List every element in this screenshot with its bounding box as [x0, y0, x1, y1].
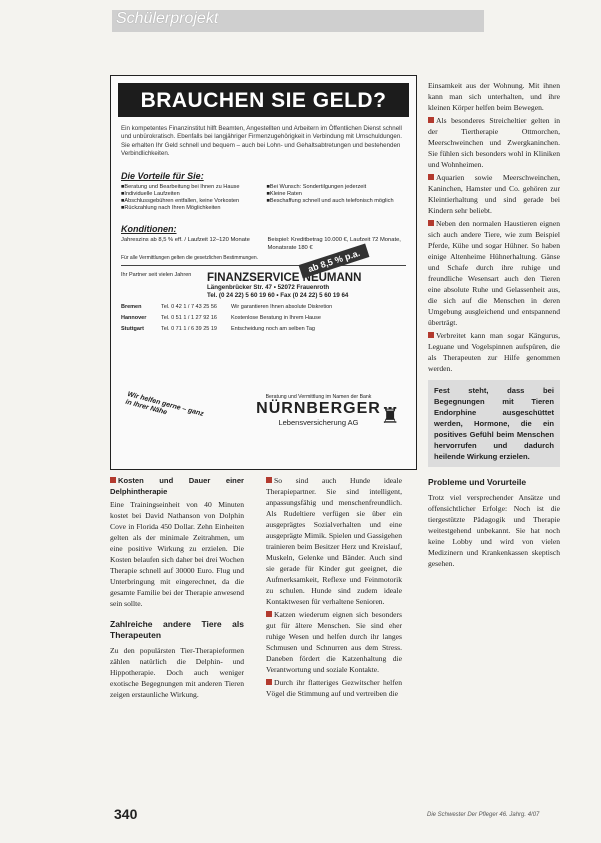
square-bullet-icon — [428, 117, 434, 123]
ad-condition-left: Jahreszins ab 8,5 % eff. / Laufzeit 12–120 Monate — [121, 237, 250, 244]
office-phone: Tel. 0 51 1 / 1 27 92 16 — [161, 315, 217, 322]
office-item — [121, 304, 406, 311]
ad-conditions-title: Konditionen: — [121, 224, 177, 235]
col2-paragraph-3: Durch ihr flatteriges Gezwitscher helfen Vögel die Stimmung auf und vertreiben die — [266, 678, 402, 698]
col1-subheading: Zahlreiche andere Tiere als Therapeuten — [110, 619, 244, 640]
castle-icon: ♜ — [380, 403, 400, 428]
square-bullet-icon — [428, 174, 434, 180]
ad-stamp: Wir helfen gerne – ganz in Ihrer Nähe — [124, 390, 205, 419]
footer-source: Die Schwester Der Pfleger 46. Jahrg. 4/07 — [427, 812, 540, 818]
office-info: Entscheidung noch am selben Tag — [231, 325, 315, 332]
ad-advantage-item: ■ Beratung und Bearbeitung bei Ihnen zu Hause — [121, 184, 261, 191]
square-bullet-icon — [110, 477, 116, 483]
ad-advantages-title: Die Vorteile für Sie: — [121, 170, 204, 181]
office-name: Bremen — [121, 304, 142, 311]
office-info: Kostenlose Beratung in Ihrem Hause — [231, 315, 321, 322]
office-list — [121, 304, 406, 332]
col1-paragraph: Eine Trainingseinheit von 40 Minuten kostet bei David Nathanson von Dolphin Cove in Florida 450 Dollar. Zehn Einheiten gelten als der minimale Zeitrahmen, um eine positive Wirkung zu erzielen. Die Kosten belaufen sich daher bei drei Wochen Therapie schnell auf 30000 Euro. Flug und Unterbringung mit eingerechnet, da die gesamte Familie bei der Therapie anwesend sein sollte. — [110, 500, 244, 608]
nuernberger-logo — [231, 394, 406, 427]
col3-paragraph-2: Aquarien sowie Meerschweinchen, Kaninchen, Hamster und Co. gehören zur Kleintierhaltung und sind gerade bei Kindern sehr beliebt. — [428, 173, 560, 215]
office-item — [121, 326, 406, 333]
office-info: Wir garantieren Ihnen absolute Diskretion — [231, 304, 333, 311]
col3-subheading: Probleme und Vorurteile — [428, 477, 527, 487]
ad-intro: Ein kompetentes Finanzinstitut hilft Beamten, Angestellten und Arbeitern im Öffentlichen Dienst schnell und unbürokratisch. Ebenfalls bei langjähriger Firmenzugehörigkeit in Verbindung mit Umschuldungen. Sie erhalten Ihr Geld schnell und bequem – auch bei Lohn- und Gehaltsabtretungen und bestehenden Verbindlichkeiten. — [121, 125, 403, 158]
ad-headline: BRAUCHEN SIE GELD? — [118, 83, 409, 117]
office-item — [121, 315, 406, 322]
nb-subtitle: Lebensversicherung AG — [278, 418, 359, 427]
office-name: Hannover — [121, 315, 147, 322]
square-bullet-icon — [266, 679, 272, 685]
ad-advantage-item: ■ Kleine Raten — [267, 191, 407, 198]
square-bullet-icon — [428, 332, 434, 338]
page-number: 340 — [114, 806, 138, 822]
col2-paragraph-2: Katzen wiederum eignen sich besonders gut für ältere Menschen. Sie sind eher ruhige Wesen und helfen durch ihr langes Schmusen und Schnurren aus dem Stress. Daneben fördert die Katzenhaltung die Verantwortung und soziale Kontakte. — [266, 610, 402, 674]
ad-condition-right: Beispiel: Kreditbetrag 10.000 €, Laufzeit 72 Monate, Monatsrate 180 € — [267, 237, 401, 251]
col3-paragraph-1: Als besonderes Streicheltier gelten in der Tiertherapie Ottmorchen, Meerschweinchen und Zwergkaninchen. Sie fühlen sich besonders wohl in Kliniken und Wohnheimen. — [428, 116, 560, 169]
nb-name: NÜRNBERGER — [256, 400, 381, 417]
square-bullet-icon — [428, 220, 434, 226]
highlight-box: Fest steht, dass bei Begegnungen mit Tieren Endorphine ausgeschüttet werden, Hormone, die ein positives Gefühl beim Menschen hervorrufen und dadurch heilende Wirkung erzielen. — [428, 380, 560, 467]
fs-address: Längenbrücker Str. 47 • 52072 Frauenroth — [207, 284, 330, 292]
column-1 — [110, 475, 244, 702]
office-phone: Tel. 0 42 1 / 7 43 25 56 — [161, 304, 217, 311]
finanzservice-block — [121, 272, 406, 299]
office-name: Stuttgart — [121, 325, 144, 332]
ad-advantage-item: ■ Rückzahlung nach Ihren Möglichkeiten — [121, 205, 261, 212]
advertisement — [110, 75, 417, 470]
office-phone: Tel. 0 71 1 / 6 39 25 19 — [161, 325, 217, 332]
ad-advantage-item: ■ Beschaffung schnell und auch telefonisch möglich — [267, 198, 407, 205]
col3-paragraph-4: Verbreitet kann man sogar Kängurus, Leguane und Vogelspinnen aufspüren, die als Therapeuten zur Hilfe genommen werden. — [428, 331, 560, 373]
fs-phone: Tel. (0 24 22) 5 60 19 60 • Fax (0 24 22) 5 60 19 64 — [207, 292, 349, 300]
ad-advantages — [121, 184, 406, 213]
nb-small-print: Beratung und Vermittlung im Namen der Bank — [265, 394, 372, 400]
ad-note: Für alle Vermittlungen gelten die gesetzlichen Bestimmungen. — [121, 255, 406, 266]
section-title: Schülerprojekt — [116, 10, 219, 27]
square-bullet-icon — [266, 611, 272, 617]
fs-title: FINANZSERVICE NEUMANN — [207, 272, 362, 285]
ad-advantage-item: ■ Bei Wunsch: Sondertilgungen jederzeit — [267, 184, 407, 191]
ad-advantage-item: ■ Individuelle Laufzeiten — [121, 191, 261, 198]
col1-paragraph-2: Zu den populärsten Tier-Therapieformen zählen natürlich die Delphin- und Hippotherapie. Doch auch weniger exotische Begegnungen mit anderen Tieren zeigen erstaunliche Wirkung. — [110, 646, 244, 699]
col3-paragraph-0: Einsamkeit aus der Wohnung. Mit ihnen kann man sich unterhalten, und ihre kleinen Körper helfen beim Bewegen. — [428, 81, 560, 112]
square-bullet-icon — [266, 477, 272, 483]
ad-advantage-item: ■ Abschlussgebühren entfallen, keine Vorkosten — [121, 198, 261, 205]
col3-paragraph-5: Trotz viel versprechender Ansätze und offensichtlicher Erfolge: Noch ist die tiergestützte Pädagogik und Therapie weitestgehend unbekannt. Sie hat noch keine Lobby und wird von vielen Medizinern und Krankenkassen skeptisch gesehen. — [428, 493, 560, 568]
rate-badge: ab 8,5 % p.a. — [299, 244, 370, 279]
col3-paragraph-3: Neben den normalen Haustieren eignen sich auch andere Tiere, wie zum Beispiel Pferde, Kühe und sogar Hühner. So haben einige Altenheime Hühnerhaltung. Gänse und Schafe durch ihre ruhige und freundliche Wesensart auch den Tieren eine absolute Ruhe und Gelassenheit aus, die sich auf die Menschen in deren Umgebung ausgleichend und entspannend überträgt. — [428, 219, 560, 327]
column-3 — [428, 80, 560, 571]
section-header — [112, 10, 484, 32]
column-2 — [266, 475, 402, 701]
col2-paragraph: So sind auch Hunde ideale Therapiepartner. Sie sind intelligent, anpassungsfähig und menschenfreundlich. Als Rudeltiere verfügen sie über ein ausgeprägtes Sozialverhalten und eine ausgeprägte Mimik. Spielen und Gassigehen trainieren beim Besitzer Herz und Kreislauf, Muskeln, Gelenke und Bänder. Auch sind sie gerade für Kinder gut geeignet, die Aufmerksamkeit, Reflexe und Feinmotorik zu schulen. Hunde sind zudem ideale Kontaktwesen für verhaltene Senioren. — [266, 476, 402, 606]
col1-head: Kosten und Dauer einer Delphintherapie — [110, 476, 244, 496]
fs-tagline: Ihr Partner seit vielen Jahren — [121, 272, 192, 279]
